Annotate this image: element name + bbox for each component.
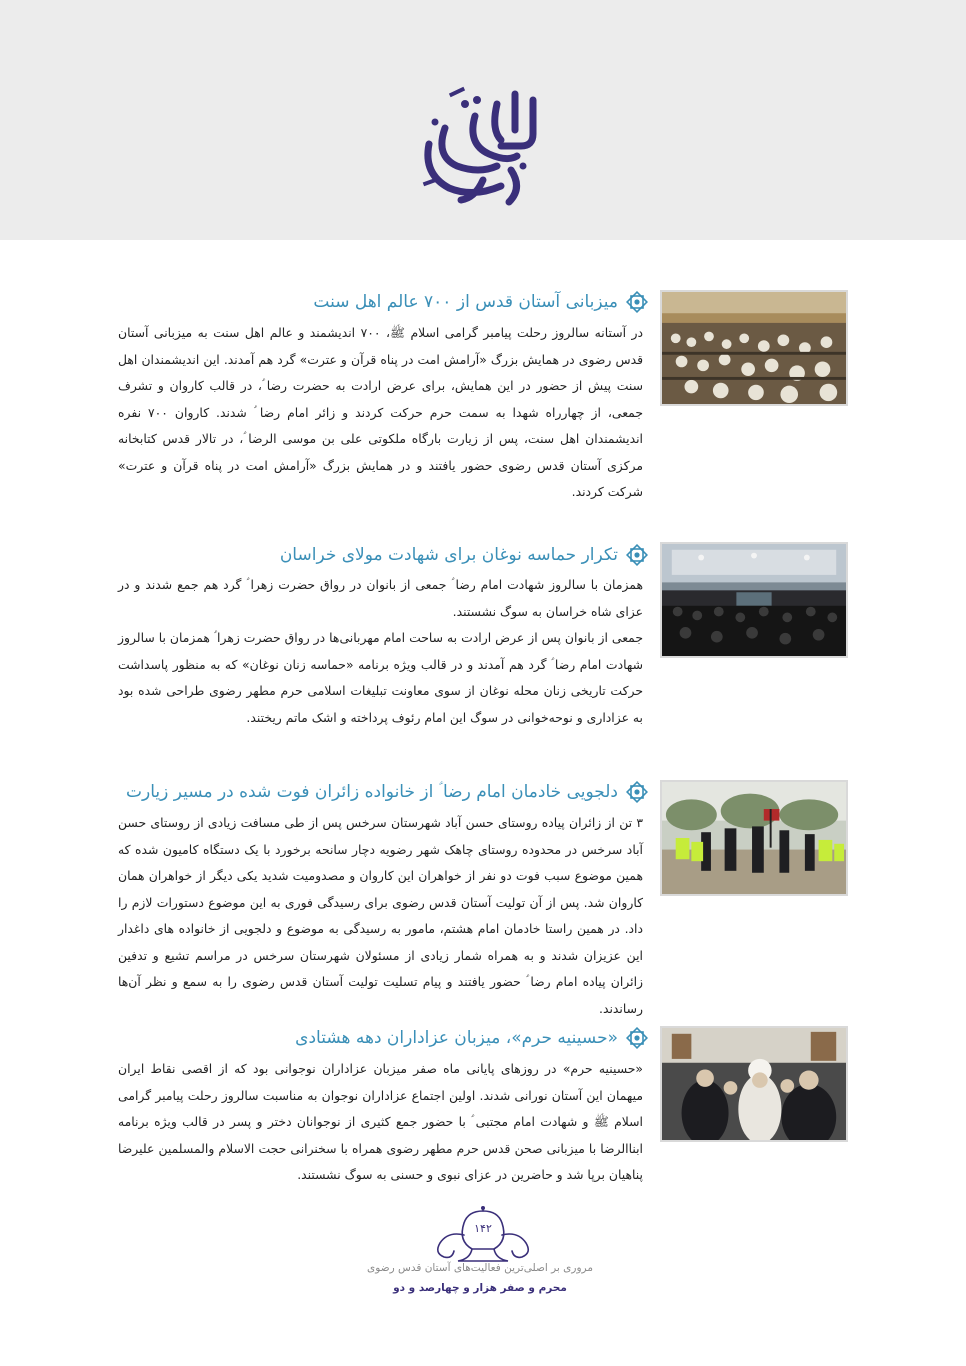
calligraphy-logo xyxy=(405,70,555,210)
news-paragraph: «حسینیه حرم» در روزهای پایانی ماه صفر میزبان عزاداران نوجوانی بود که از اقصی نقاط ایران میهمان این آستان نورانی شدند. اولین اجتماع عزاداران نوجوان به مناسبت سالروز رحلت پیامبر گرامی اسلام ﷺ و شهادت امام مجتبی ؑ با حضور جمع کثیری از نوجوانان دختر و پسر در قالب ویژه برنامه ابناالرضا با میزبانی صحن قدس حرم مطهر رضوی همراه با سخنرانی حجت الاسلام والمسلمین علیرضا پناهیان برپا شد و حاضرین در عزای نبوی و حسنی به سوگ نشستند. xyxy=(118,1061,643,1182)
news-title-row-4 xyxy=(295,1024,648,1052)
news-photo-4 xyxy=(660,1026,848,1142)
news-body-1 xyxy=(118,320,643,506)
news-photo-2 xyxy=(660,542,848,658)
news-photo-1 xyxy=(660,290,848,406)
footer-ornament-icon xyxy=(428,1205,538,1267)
news-title-row-3 xyxy=(126,778,648,806)
ornament-bullet-icon xyxy=(626,781,648,803)
ornament-bullet-icon xyxy=(626,1027,648,1049)
page-number: ۱۴۲ xyxy=(474,1222,492,1235)
news-body-2 xyxy=(118,572,643,731)
ornament-bullet-icon xyxy=(626,291,648,313)
news-paragraph: همزمان با سالروز شهادت امام رضا ؑ جمعی از بانوان در رواق حضرت زهرا ؑ گرد هم جمع شدند و در عزای شاه خراسان به سوگ نشستند. xyxy=(118,577,643,619)
news-title-3: دلجویی خادمان امام رضا ؑ از خانواده زائران فوت شده در مسیر زیارت xyxy=(126,782,618,802)
page-header xyxy=(0,0,966,240)
news-title-2: تکرار حماسه نوغان برای شهادت مولای خراسان xyxy=(279,545,618,565)
news-title-1: میزبانی آستان قدس از ۷۰۰ عالم اهل سنت xyxy=(313,292,618,312)
news-body-4 xyxy=(118,1056,643,1189)
news-title-4: «حسینیه حرم»، میزبان عزاداران دهه هشتادی xyxy=(295,1028,618,1048)
news-paragraph: ۳ تن از زائران پیاده روستای حسن آباد شهرستان سرخس پس از طی مسافت زیادی از روستای حسن آباد سرخس در محدوده روستای چاهک شهر رضویه دچار سانحه برخورد با یک دستگاه کامیون شده که همین موضوع سبب فوت دو نفر از خواهران این کاروان و مصدومیت شدید یکی دیگر از خواهران همان کاروان شد. پس از آن تولیت آستان قدس رضوی برای رسیدگی فوری به این موضوع دستورات لازم را داد. در همین راستا خادمان امام هشتم، مامور به رسیدگی به موضوع و دلجویی از خانواده های داغدار این عزیزان شدند و به همراه شمار زیادی از مسئولان شهرستان سرخس در مراسم تشیع و تدفین زائران پیاده امام رضا ؑ حضور یافتند و پیام تسلیت تولیت آستان قدس رضوی را به سمع و نظر آن‌ها رساندند. xyxy=(118,815,643,1016)
news-body-3 xyxy=(118,810,643,1022)
news-photo-3 xyxy=(660,780,848,896)
news-paragraph: جمعی از بانوان پس از عرض ارادت به ساحت امام مهربانی‌ها در رواق حضرت زهرا ؑ همزمان با سالروز شهادت امام رضا ؑ گرد هم آمدند و در قالب ویژه برنامه «حماسه زنان نوغان» که به منظور پاسداشت حرکت تاریخی زنان محله نوغان از سوی معاونت تبلیغات اسلامی حرم مطهر رضوی طراحی شده بود به عزاداری و نوحه‌خوانی در سوگ این امام رئوف پرداخته و اشک ماتم ریختند. xyxy=(118,630,643,725)
news-title-row-1 xyxy=(313,288,648,316)
footer-issue-date: محرم و صفر هزار و چهارصد و دو xyxy=(393,1282,567,1294)
news-title-row-2 xyxy=(280,541,648,569)
footer-publication-title: مروری بر اصلی‌ترین فعالیت‌های آستان قدس رضوی xyxy=(367,1262,593,1274)
news-paragraph: در آستانه سالروز رحلت پیامبر گرامی اسلام ﷺ، ۷۰۰ اندیشمند و عالم اهل سنت به میزبانی آستان قدس رضوی در همایش بزرگ «آرامش امت در پناه قرآن و عترت» گرد هم آمدند. این اندیشمندان اهل سنت پیش از حضور در این همایش، برای عرض ارادت به حضرت رضا ؑ، در قالب کاروان و تشرف جمعی، از چهارراه شهدا به سمت حرم حرکت کردند و زائر امام رضا ؑ شدند. کاروان ۷۰۰ نفره اندیشمندان اهل سنت، پس از زیارت بارگاه ملکوتی علی بن موسی الرضا ؑ، در تالار قدس کتابخانه مرکزی آستان قدس رضوی حضور یافتند و در همایش بزرگ «آرامش امت در پناه قرآن و عترت» شرکت کردند. xyxy=(118,325,644,499)
ornament-bullet-icon xyxy=(626,544,648,566)
